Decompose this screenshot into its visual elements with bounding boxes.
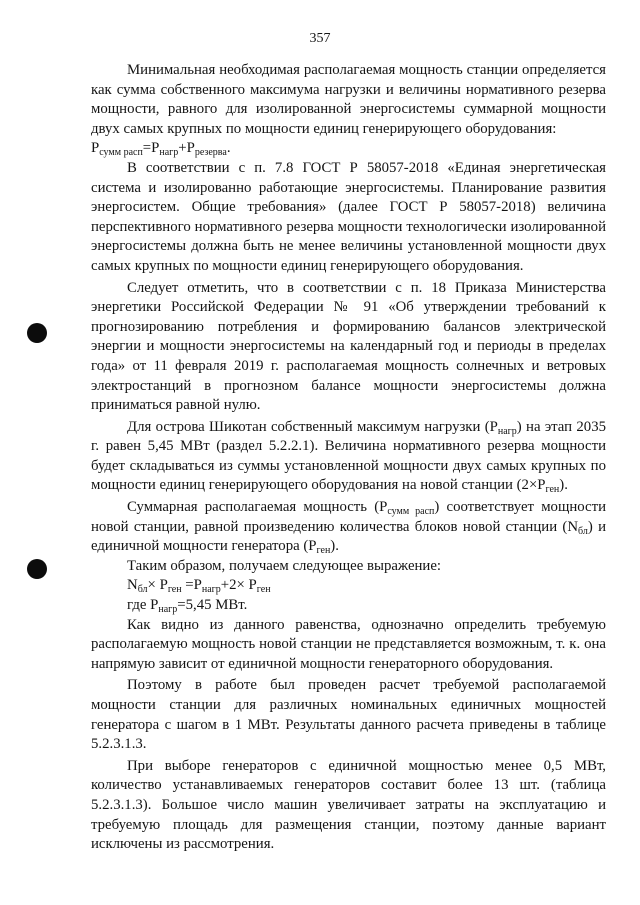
formula-symbol: =5,45 МВт. (177, 597, 248, 614)
formula-subscript: ген (545, 484, 560, 496)
formula-symbol: . (226, 140, 231, 157)
formula-symbol: +P (178, 140, 195, 157)
text-fragment: ) соответствует мощности новой станции, равной произведению количества блоков новой станции (N (91, 499, 606, 535)
paragraph-calculation: Поэтому в работе был проведен расчет требуемой располагаемой мощности станции для различных номинальных единичных мощностей генератора с шагом в 1 МВт. Результаты данного расчета приведены в таблице 5.2.3.1.3. (91, 677, 606, 753)
formula-subscript: резерва (194, 147, 227, 159)
binder-hole-mark (27, 559, 47, 579)
formula-subscript: бл (137, 584, 148, 596)
page-number: 357 (309, 31, 331, 46)
formula-symbol: =P (142, 140, 160, 157)
formula-subscript: ген (167, 584, 182, 596)
paragraph-min-power: Минимальная необходимая располагаемая мощность станции определяется как сумма собственного максимума нагрузки и величины нормативного резерва мощности, равного для изолированной энергосистемы суммарной мощности двух самых крупных по мощности единиц генерирующего оборудования: (91, 62, 606, 137)
formula-subscript: нагр (201, 584, 221, 596)
formula-total-power (91, 139, 606, 159)
formula-subscript: сумм расп (387, 506, 435, 518)
formula-subscript: нагр (159, 147, 179, 159)
formula-symbol: +2× P (220, 577, 257, 594)
binder-hole-mark (27, 323, 47, 343)
formula-symbol: P (91, 140, 100, 157)
paragraph-gost: В соответствии с п. 7.8 ГОСТ Р 58057-2018 «Единая энергетическая система и изолированно работающие энергосистемы. Планирование развития энергосистем. Общие требования» (далее ГОСТ Р 58057-2018) величина перспективного нормативного резерва мощности технологически изолированной энергосистемы должна быть не менее величины установленной мощности двух самых крупных по мощности единиц генерирующего оборудования. (91, 159, 606, 274)
text-fragment: Суммарная располагаемая мощность (P (127, 499, 388, 516)
text-fragment: ) на этап 2035 г. равен 5,45 МВт (раздел 5.2.2.1). Величина нормативного резерва мощности будет складываться из суммы установленной мощности двух самых крупных по мощности единиц генерирующего оборудования на новой станции (2×P (91, 418, 606, 494)
formula-symbol: × P (147, 577, 168, 594)
text-fragment: ). (330, 538, 339, 555)
body-text (91, 61, 606, 855)
formula-subscript: ген (316, 545, 331, 557)
paragraph-shikotan-load (91, 418, 606, 496)
text-fragment: ). (559, 477, 568, 494)
text-fragment: Для острова Шикотан собственный максимум нагрузки (P (127, 418, 498, 435)
paragraph-ministry-order: Следует отметить, что в соответствии с п. 18 Приказа Министерства энергетики Российской Федерации № 91 «Об утверждении требований к прогнозированию потребления и формированию балансов электрической энергии и мощности энергосистемы на календарный год и периоды в пределах года» от 11 февраля 2019 г. располагаемая мощность солнечных и ветровых электростанций в прогнозном балансе мощности энергосистемы должна приниматься равной нулю. (91, 279, 606, 414)
formula-subscript: ген (256, 584, 271, 596)
formula-where-clause (91, 596, 606, 616)
formula-subscript: нагр (497, 425, 517, 437)
formula-subscript: нагр (158, 604, 178, 616)
paragraph-expression-intro: Таким образом, получаем следующее выражение: (127, 557, 442, 574)
formula-subscript: сумм расп (99, 147, 143, 159)
formula-symbol: N (127, 577, 138, 594)
formula-symbol: где P (127, 597, 159, 614)
formula-subscript: бл (578, 525, 588, 537)
formula-symbol: =P (181, 577, 202, 594)
paragraph-generator-choice: При выборе генераторов с единичной мощностью менее 0,5 МВт, количество устанавливаемых генераторов составит более 13 шт. (таблица 5.2.3.1.3). Большое число машин увеличивает затраты на эксплуатацию и требуемую площадь для размещения станции, поэтому данные вариант исключены из рассмотрения. (91, 757, 606, 853)
formula-units-equation (91, 576, 606, 596)
text-fragment: ) и единичной мощности генератора (P (91, 518, 606, 555)
paragraph-total-power (91, 498, 606, 557)
paragraph-equality-conclusion: Как видно из данного равенства, однозначно определить требуемую располагаемую мощность новой станции не представляется возможным, т. к. она напрямую зависит от единичной мощности генераторного оборудования. (91, 616, 606, 672)
